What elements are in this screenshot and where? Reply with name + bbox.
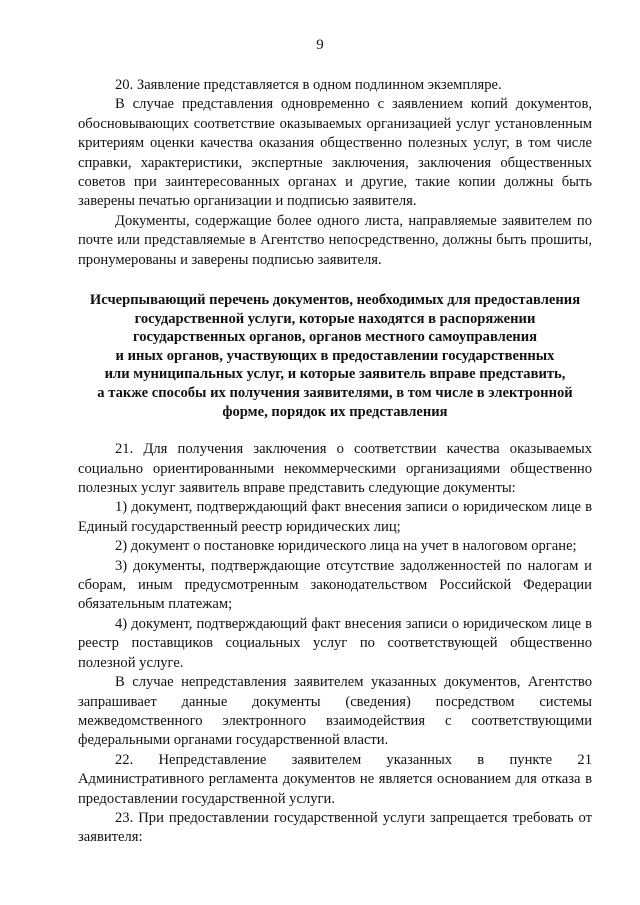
heading-line: форме, порядок их представления (222, 403, 448, 420)
list-item-2: 2) документ о постановке юридического лица на учет в налоговом органе; (115, 538, 577, 555)
heading-line: или муниципальных услуг, и которые заявитель вправе представить, (104, 366, 566, 383)
paragraph-agency-request: В случае непредставления заявителем указанных документов, Агентство запрашивает данные документы (сведения) посредством системы межведомственного электронного взаимодействия с соответствующими федеральными органами государственной власти. (78, 674, 592, 749)
heading-line: государственной услуги, которые находятся в распоряжении (134, 310, 536, 327)
paragraph-21: 21. Для получения заключения о соответствии качества оказываемых социально ориентированными некоммерческими организациями общественно полезных услуг заявитель вправе представить следующие документы: (78, 441, 592, 497)
paragraph-multipage: Документы, содержащие более одного листа, направляемые заявителем по почте или представляемые в Агентство непосредственно, должны быть прошиты, пронумерованы и заверены подписью заявителя. (78, 212, 592, 268)
paragraph-22: 22. Непредставление заявителем указанных в пункте 21 Административного регламента документов не является основанием для отказа в предоставлении государственной услуги. (78, 751, 592, 807)
heading-line: Исчерпывающий перечень документов, необходимых для предоставления (89, 292, 581, 309)
paragraph-copies: В случае представления одновременно с заявлением копий документов, обосновывающих соответствие оказываемых организацией услуг установленным критериям оценки качества оказания общественно полезных услуг, в том числе справки, характеристики, экспертные заключения, заключения общественных советов при заинтересованных органах и другие, такие копии должны быть заверены печатью организации и подписью заявителя. (78, 96, 592, 210)
heading-line: государственных органов, органов местного самоуправления (132, 329, 538, 346)
heading-line: и иных органов, участвующих в предоставлении государственных (115, 347, 555, 364)
heading-line: а также способы их получения заявителями, в том числе в электронной (97, 385, 573, 402)
page-number: 9 (316, 37, 324, 53)
paragraph-20: 20. Заявление представляется в одном подлинном экземпляре. (115, 77, 502, 93)
section-heading (78, 291, 592, 421)
list-item-1: 1) документ, подтверждающий факт внесения записи о юридическом лице в Единый государственный реестр юридических лиц; (78, 499, 592, 535)
list-item-4: 4) документ, подтверждающий факт внесения записи о юридическом лице в реестр поставщиков социальных услуг по соответствующей общественно полезной услуге. (78, 615, 592, 671)
list-item-3: 3) документы, подтверждающие отсутствие задолженностей по налогам и сборам, иным предусмотренным законодательством Российской Федерации обязательным платежам; (78, 557, 592, 613)
document-body (78, 76, 592, 848)
paragraph-23: 23. При предоставлении государственной услуги запрещается требовать от заявителя: (78, 809, 592, 846)
